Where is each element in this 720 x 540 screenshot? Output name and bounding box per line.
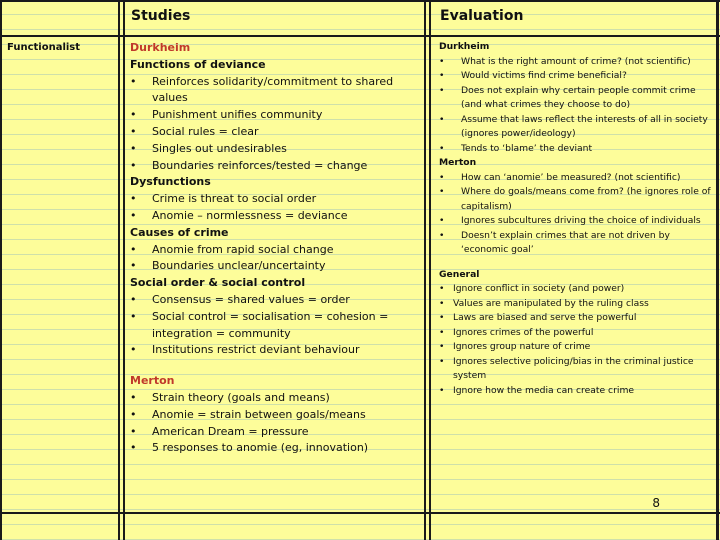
list-item-text: Anomie from rapid social change <box>152 242 334 256</box>
bullet-icon: • <box>439 229 445 241</box>
list-item <box>130 141 412 158</box>
table-border-col4 <box>429 0 431 540</box>
section-heading: Functions of deviance <box>130 57 266 71</box>
list-item-text: How can ‘anomie’ be measured? (not scientific) <box>461 171 681 183</box>
bullet-icon: • <box>439 113 445 125</box>
section-heading: Causes of crime <box>130 225 229 239</box>
list-item <box>439 355 714 384</box>
list-item <box>439 214 714 229</box>
list-item-text: Social control = socialisation = cohesion = integration = community <box>152 309 389 340</box>
list-item <box>130 292 412 309</box>
list-item-text: Where do goals/means come from? (he ignores role of capitalism) <box>461 186 711 212</box>
bullet-icon: • <box>130 141 137 155</box>
list-item <box>439 384 714 399</box>
list-item-text: Laws are biased and serve the powerful <box>453 312 637 323</box>
list-item-text: Punishment unifies community <box>152 108 323 122</box>
list-item-text: Strain theory (goals and means) <box>152 390 330 404</box>
list-item-text: Would victims find crime beneficial? <box>461 70 627 81</box>
header-studies: Studies <box>131 8 191 24</box>
bullet-icon: • <box>130 390 137 404</box>
bullet-icon: • <box>439 171 445 183</box>
list-item <box>130 258 412 275</box>
list-item-text: Ignore conflict in society (and power) <box>453 283 625 294</box>
list-item <box>439 311 714 326</box>
list-item-text: Ignore how the media can create crime <box>453 384 635 396</box>
section-heading: Social order & social control <box>130 276 306 290</box>
row-label-functionalist: Functionalist <box>7 42 81 53</box>
list-item-text: Values are manipulated by the ruling class <box>453 297 649 309</box>
list-item <box>439 69 714 84</box>
list-item-text: What is the right amount of crime? (not scientific) <box>461 55 691 67</box>
bullet-icon: • <box>439 215 445 226</box>
list-item <box>439 282 714 297</box>
list-item-text: Institutions restrict deviant behaviour <box>152 343 360 357</box>
list-item-text: Crime is threat to social order <box>152 192 317 206</box>
section-list <box>130 74 412 175</box>
list-item <box>439 113 714 142</box>
table-border-left <box>0 0 2 540</box>
list-item-text: Singles out undesirables <box>152 141 287 155</box>
list-item <box>130 158 412 175</box>
table-border-right <box>716 0 719 540</box>
list-item-text: Boundaries unclear/uncertainty <box>152 259 326 273</box>
list-item-text: Assume that laws reflect the interests of all in society (ignores power/ideology) <box>461 113 708 139</box>
table-border-top <box>0 0 720 2</box>
bullet-icon: • <box>130 124 137 138</box>
list-item-text: Ignores subcultures driving the choice of individuals <box>461 215 701 226</box>
bullet-icon: • <box>439 84 445 96</box>
list-item <box>130 242 412 259</box>
list-item <box>130 342 412 359</box>
evaluation-content <box>439 40 714 398</box>
bullet-icon: • <box>130 343 137 357</box>
studies-durkheim-title: Durkheim <box>130 41 191 54</box>
list-item <box>439 229 714 258</box>
eval-durkheim-list <box>439 55 714 157</box>
list-item <box>439 84 714 113</box>
list-item <box>439 340 714 355</box>
list-item-text: Does not explain why certain people commit crime (and what crimes they choose to do) <box>461 84 696 110</box>
list-item <box>130 74 412 108</box>
section-heading: Dysfunctions <box>130 175 211 189</box>
bullet-icon: • <box>439 326 445 338</box>
bullet-icon: • <box>439 384 445 396</box>
list-item <box>439 171 714 186</box>
eval-general-title: General <box>439 268 480 280</box>
list-item-text: Ignores crimes of the powerful <box>453 326 594 338</box>
header-evaluation: Evaluation <box>440 8 524 24</box>
table-header-divider <box>0 35 720 37</box>
bullet-icon: • <box>439 70 445 81</box>
list-item-text: Consensus = shared values = order <box>152 292 350 306</box>
list-item <box>130 208 412 225</box>
page-number: 8 <box>652 496 660 510</box>
list-item <box>439 185 714 214</box>
list-item-text: Social rules = clear <box>152 124 259 138</box>
bullet-icon: • <box>439 297 445 309</box>
section-list <box>130 292 412 359</box>
eval-merton-list <box>439 171 714 258</box>
bullet-icon: • <box>130 242 137 256</box>
bullet-icon: • <box>439 142 445 154</box>
bullet-icon: • <box>439 341 445 352</box>
list-item <box>130 440 412 457</box>
list-item-text: Ignores selective policing/bias in the criminal justice system <box>453 355 694 381</box>
bullet-icon: • <box>130 259 137 273</box>
eval-durkheim-title: Durkheim <box>439 41 490 52</box>
bullet-icon: • <box>439 186 445 197</box>
bullet-icon: • <box>130 292 137 306</box>
list-item <box>130 107 412 124</box>
list-item <box>130 124 412 141</box>
bullet-icon: • <box>130 108 137 122</box>
list-item-text: Doesn’t explain crimes that are not driven by ‘economic goal’ <box>461 229 670 255</box>
bullet-icon: • <box>439 312 445 323</box>
list-item <box>439 142 714 157</box>
table-border-col2 <box>123 0 125 540</box>
list-item <box>130 390 412 407</box>
list-item <box>130 424 412 441</box>
eval-merton-title: Merton <box>439 157 477 168</box>
studies-content <box>130 40 412 457</box>
durkheim-sections <box>130 57 412 359</box>
list-item-text: American Dream = pressure <box>152 424 309 438</box>
studies-merton-list <box>130 390 412 457</box>
eval-general-list <box>439 282 714 398</box>
bullet-icon: • <box>130 158 137 172</box>
list-item <box>439 297 714 312</box>
bullet-icon: • <box>130 192 137 206</box>
bullet-icon: • <box>439 283 445 294</box>
list-item-text: Anomie – normlessness = deviance <box>152 208 348 222</box>
bullet-icon: • <box>130 441 137 455</box>
bullet-icon: • <box>130 309 137 323</box>
list-item-text: Anomie = strain between goals/means <box>152 407 366 421</box>
bullet-icon: • <box>439 55 445 67</box>
studies-merton-title: Merton <box>130 374 175 388</box>
table-border-bottom <box>0 512 720 514</box>
list-item <box>130 309 412 343</box>
list-item <box>439 55 714 70</box>
list-item-text: Boundaries reinforces/tested = change <box>152 158 368 172</box>
section-list <box>130 191 412 225</box>
table-border-col1 <box>118 0 120 540</box>
bullet-icon: • <box>439 355 445 367</box>
list-item <box>439 326 714 341</box>
bullet-icon: • <box>130 208 137 222</box>
bullet-icon: • <box>130 74 137 88</box>
section-list <box>130 242 412 276</box>
list-item <box>130 407 412 424</box>
bullet-icon: • <box>130 407 137 421</box>
list-item <box>130 191 412 208</box>
list-item-text: 5 responses to anomie (eg, innovation) <box>152 441 369 455</box>
bullet-icon: • <box>130 424 137 438</box>
list-item-text: Ignores group nature of crime <box>453 341 591 352</box>
table-border-col3 <box>424 0 426 540</box>
list-item-text: Tends to ‘blame’ the deviant <box>461 142 593 154</box>
list-item-text: Reinforces solidarity/commitment to shared values <box>152 74 394 105</box>
